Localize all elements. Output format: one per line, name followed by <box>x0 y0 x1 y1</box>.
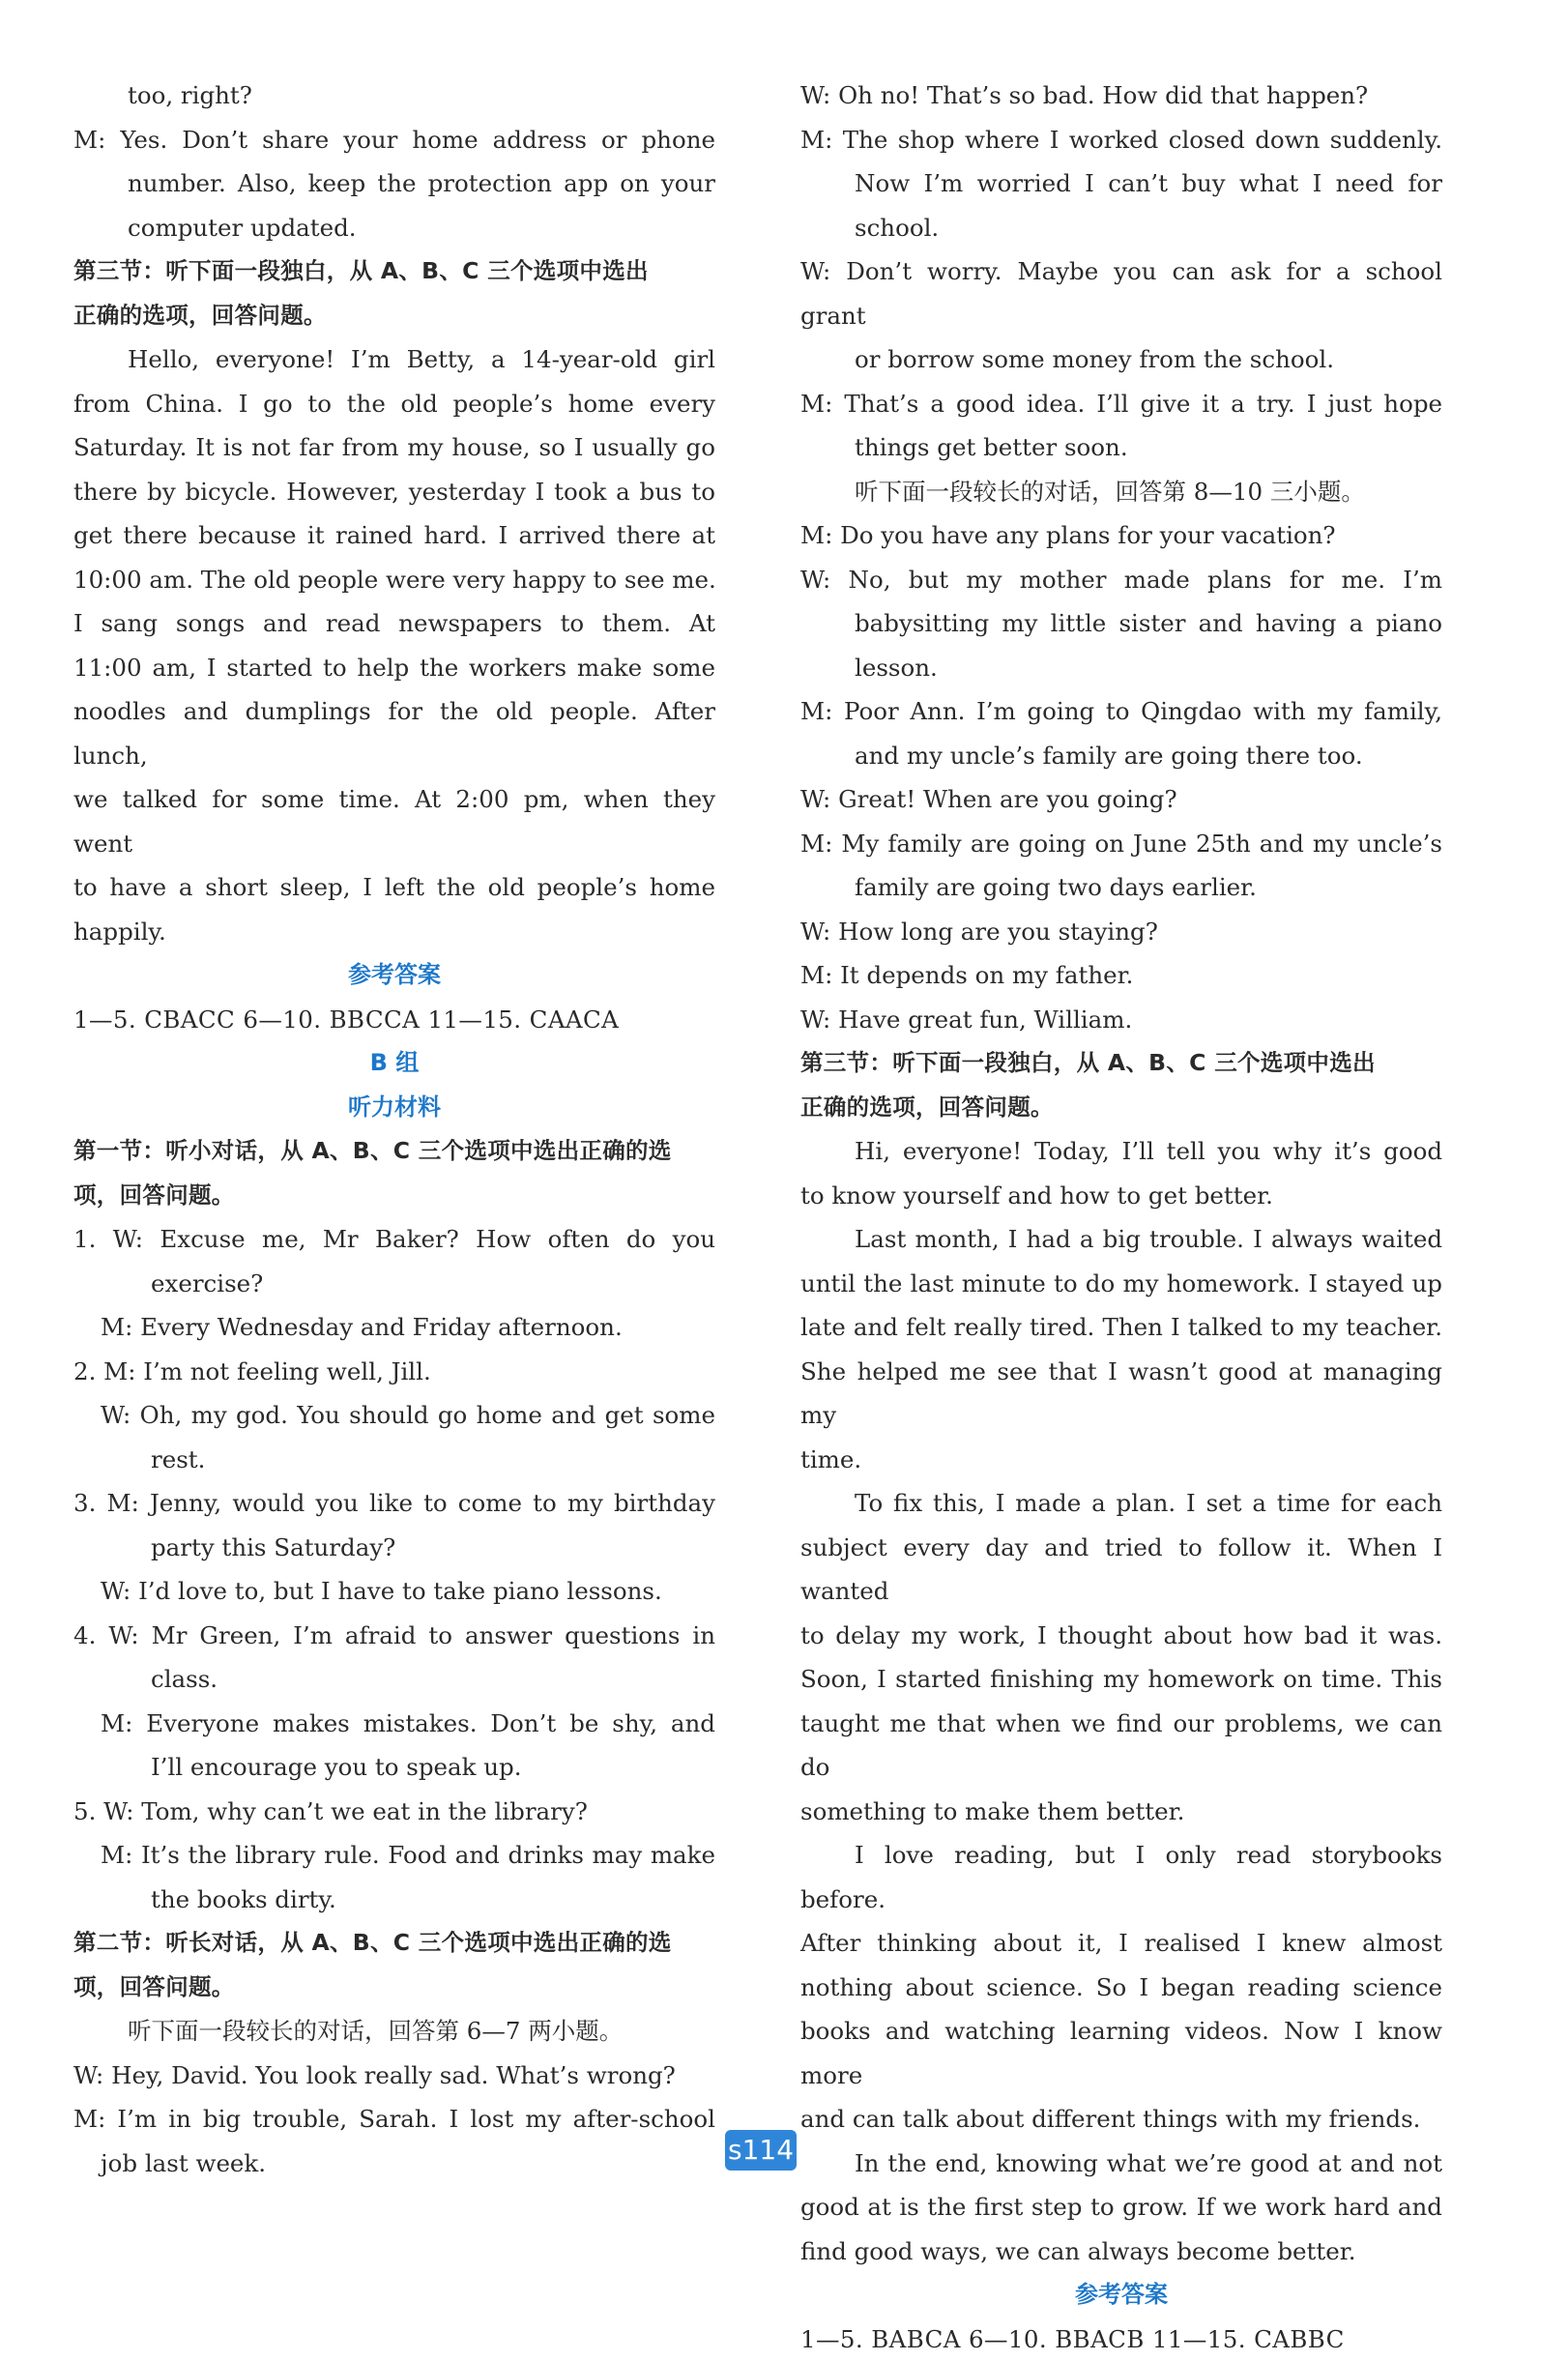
text-line: family are going two days earlier. <box>800 865 1442 910</box>
text-line: W: Don’t worry. Maybe you can ask for a school grant <box>800 249 1442 337</box>
text-line: W: How long are you staying? <box>800 910 1442 954</box>
text-line: time. <box>800 1438 1442 1482</box>
section-heading: 第三节：听下面一段独白，从 A、B、C 三个选项中选出 <box>73 249 715 294</box>
text-line: there by bicycle. However, yesterday I took a bus to <box>73 470 715 514</box>
text-line: M: That’s a good idea. I’ll give it a try. I just hope <box>800 382 1442 426</box>
text-line: 5. W: Tom, why can’t we eat in the library? <box>73 1790 715 1834</box>
section-heading: 第二节：听长对话，从 A、B、C 三个选项中选出正确的选 <box>73 1921 715 1966</box>
center-heading: 参考答案 <box>73 953 715 998</box>
text-line: M: Everyone makes mistakes. Don’t be shy, and <box>73 1702 715 1746</box>
text-line: 1. W: Excuse me, Mr Baker? How often do you <box>73 1217 715 1262</box>
text-line: To fix this, I made a plan. I set a time for each <box>800 1481 1442 1526</box>
text-line: school. <box>800 206 1442 250</box>
text-line: to have a short sleep, I left the old people’s home <box>73 865 715 910</box>
section-heading: 正确的选项，回答问题。 <box>73 294 715 338</box>
text-line: 4. W: Mr Green, I’m afraid to answer questions in <box>73 1614 715 1658</box>
text-line: 11:00 am, I started to help the workers make some <box>73 646 715 690</box>
text-line: rest. <box>73 1438 715 1482</box>
text-line: Hello, everyone! I’m Betty, a 14-year-old girl <box>73 337 715 382</box>
section-heading: 第三节：听下面一段独白，从 A、B、C 三个选项中选出 <box>800 1041 1442 1086</box>
text-line: too, right? <box>73 73 715 118</box>
right-column <box>800 73 1442 2361</box>
text-line: books and watching learning videos. Now I know more <box>800 2009 1442 2097</box>
text-line: M: Yes. Don’t share your home address or phone <box>73 118 715 162</box>
text-line: babysitting my little sister and having a piano <box>800 601 1442 646</box>
text-line: W: Hey, David. You look really sad. What’s wrong? <box>73 2054 715 2098</box>
text-line: M: Do you have any plans for your vacation? <box>800 513 1442 558</box>
text-line: W: Oh no! That’s so bad. How did that happen? <box>800 73 1442 118</box>
text-line: Now I’m worried I can’t buy what I need for <box>800 161 1442 206</box>
text-line: I sang songs and read newspapers to them. At <box>73 601 715 646</box>
text-line: from China. I go to the old people’s home every <box>73 382 715 426</box>
center-heading: 听力材料 <box>73 1086 715 1130</box>
text-line: W: I’d love to, but I have to take piano lessons. <box>73 1569 715 1614</box>
center-heading: B 组 <box>73 1041 715 1086</box>
text-line: M: My family are going on June 25th and my uncle’s <box>800 822 1442 866</box>
text-line: nothing about science. So I began reading science <box>800 1966 1442 2010</box>
text-line: things get better soon. <box>800 425 1442 470</box>
text-line: job last week. <box>73 2142 715 2186</box>
text-line: class. <box>73 1657 715 1702</box>
text-line: happily. <box>73 910 715 954</box>
text-line: M: Every Wednesday and Friday afternoon. <box>73 1305 715 1350</box>
text-line: 听下面一段较长的对话，回答第 8—10 三小题。 <box>800 470 1442 514</box>
text-line: 10:00 am. The old people were very happy to see me. <box>73 558 715 602</box>
text-line: 听下面一段较长的对话，回答第 6—7 两小题。 <box>73 2009 715 2054</box>
text-line: to know yourself and how to get better. <box>800 1174 1442 1218</box>
text-line: and my uncle’s family are going there too. <box>800 734 1442 778</box>
text-line: find good ways, we can always become better. <box>800 2230 1442 2274</box>
text-line: M: It’s the library rule. Food and drinks may make <box>73 1833 715 1878</box>
text-line: late and felt really tired. Then I talked to my teacher. <box>800 1305 1442 1350</box>
text-line: until the last minute to do my homework. I stayed up <box>800 1262 1442 1306</box>
section-heading: 项，回答问题。 <box>73 1174 715 1218</box>
text-line: taught me that when we find our problems, we can do <box>800 1702 1442 1790</box>
text-line: lesson. <box>800 646 1442 690</box>
text-line: In the end, knowing what we’re good at and not <box>800 2142 1442 2186</box>
text-line: noodles and dumplings for the old people. After lunch, <box>73 689 715 777</box>
text-line: number. Also, keep the protection app on your <box>73 161 715 206</box>
text-line: M: I’m in big trouble, Sarah. I lost my after-school <box>73 2097 715 2142</box>
text-line: exercise? <box>73 1262 715 1306</box>
text-line: 2. M: I’m not feeling well, Jill. <box>73 1350 715 1394</box>
text-line: W: Have great fun, William. <box>800 998 1442 1042</box>
text-line: M: The shop where I worked closed down suddenly. <box>800 118 1442 162</box>
text-line: M: It depends on my father. <box>800 953 1442 998</box>
text-line: good at is the first step to grow. If we work hard and <box>800 2185 1442 2230</box>
text-line: or borrow some money from the school. <box>800 337 1442 382</box>
text-line: She helped me see that I wasn’t good at managing my <box>800 1350 1442 1438</box>
text-line: 3. M: Jenny, would you like to come to my birthday <box>73 1481 715 1526</box>
text-line: computer updated. <box>73 206 715 250</box>
text-line: the books dirty. <box>73 1878 715 1922</box>
text-line: I’ll encourage you to speak up. <box>73 1745 715 1790</box>
text-line: Last month, I had a big trouble. I always waited <box>800 1217 1442 1262</box>
text-line: W: No, but my mother made plans for me. I’m <box>800 558 1442 602</box>
text-line: Hi, everyone! Today, I’ll tell you why it’s good <box>800 1129 1442 1174</box>
text-line: I love reading, but I only read storybooks before. <box>800 1833 1442 1921</box>
text-line: M: Poor Ann. I’m going to Qingdao with my family, <box>800 689 1442 734</box>
text-line: Soon, I started finishing my homework on time. This <box>800 1657 1442 1702</box>
text-line: party this Saturday? <box>73 1526 715 1570</box>
section-heading: 项，回答问题。 <box>73 1966 715 2010</box>
text-line: we talked for some time. At 2:00 pm, when they went <box>73 777 715 865</box>
left-column <box>73 73 715 2185</box>
text-line: W: Oh, my god. You should go home and get some <box>73 1393 715 1438</box>
text-line: something to make them better. <box>800 1790 1442 1834</box>
text-line: Saturday. It is not far from my house, so I usually go <box>73 425 715 470</box>
section-heading: 正确的选项，回答问题。 <box>800 1086 1442 1130</box>
page-number-badge: s114 <box>725 2130 797 2171</box>
text-line: W: Great! When are you going? <box>800 777 1442 822</box>
text-line: After thinking about it, I realised I knew almost <box>800 1921 1442 1966</box>
text-line: to delay my work, I thought about how bad it was. <box>800 1614 1442 1658</box>
text-line: and can talk about different things with my friends. <box>800 2097 1442 2142</box>
answer-key: 1—5. BABCA 6—10. BBACB 11—15. CABBC <box>800 2317 1442 2361</box>
center-heading: 参考答案 <box>800 2273 1442 2317</box>
section-heading: 第一节：听小对话，从 A、B、C 三个选项中选出正确的选 <box>73 1129 715 1174</box>
text-line: get there because it rained hard. I arrived there at <box>73 513 715 558</box>
answer-key: 1—5. CBACC 6—10. BBCCA 11—15. CAACA <box>73 998 715 1042</box>
text-line: subject every day and tried to follow it. When I wanted <box>800 1526 1442 1614</box>
